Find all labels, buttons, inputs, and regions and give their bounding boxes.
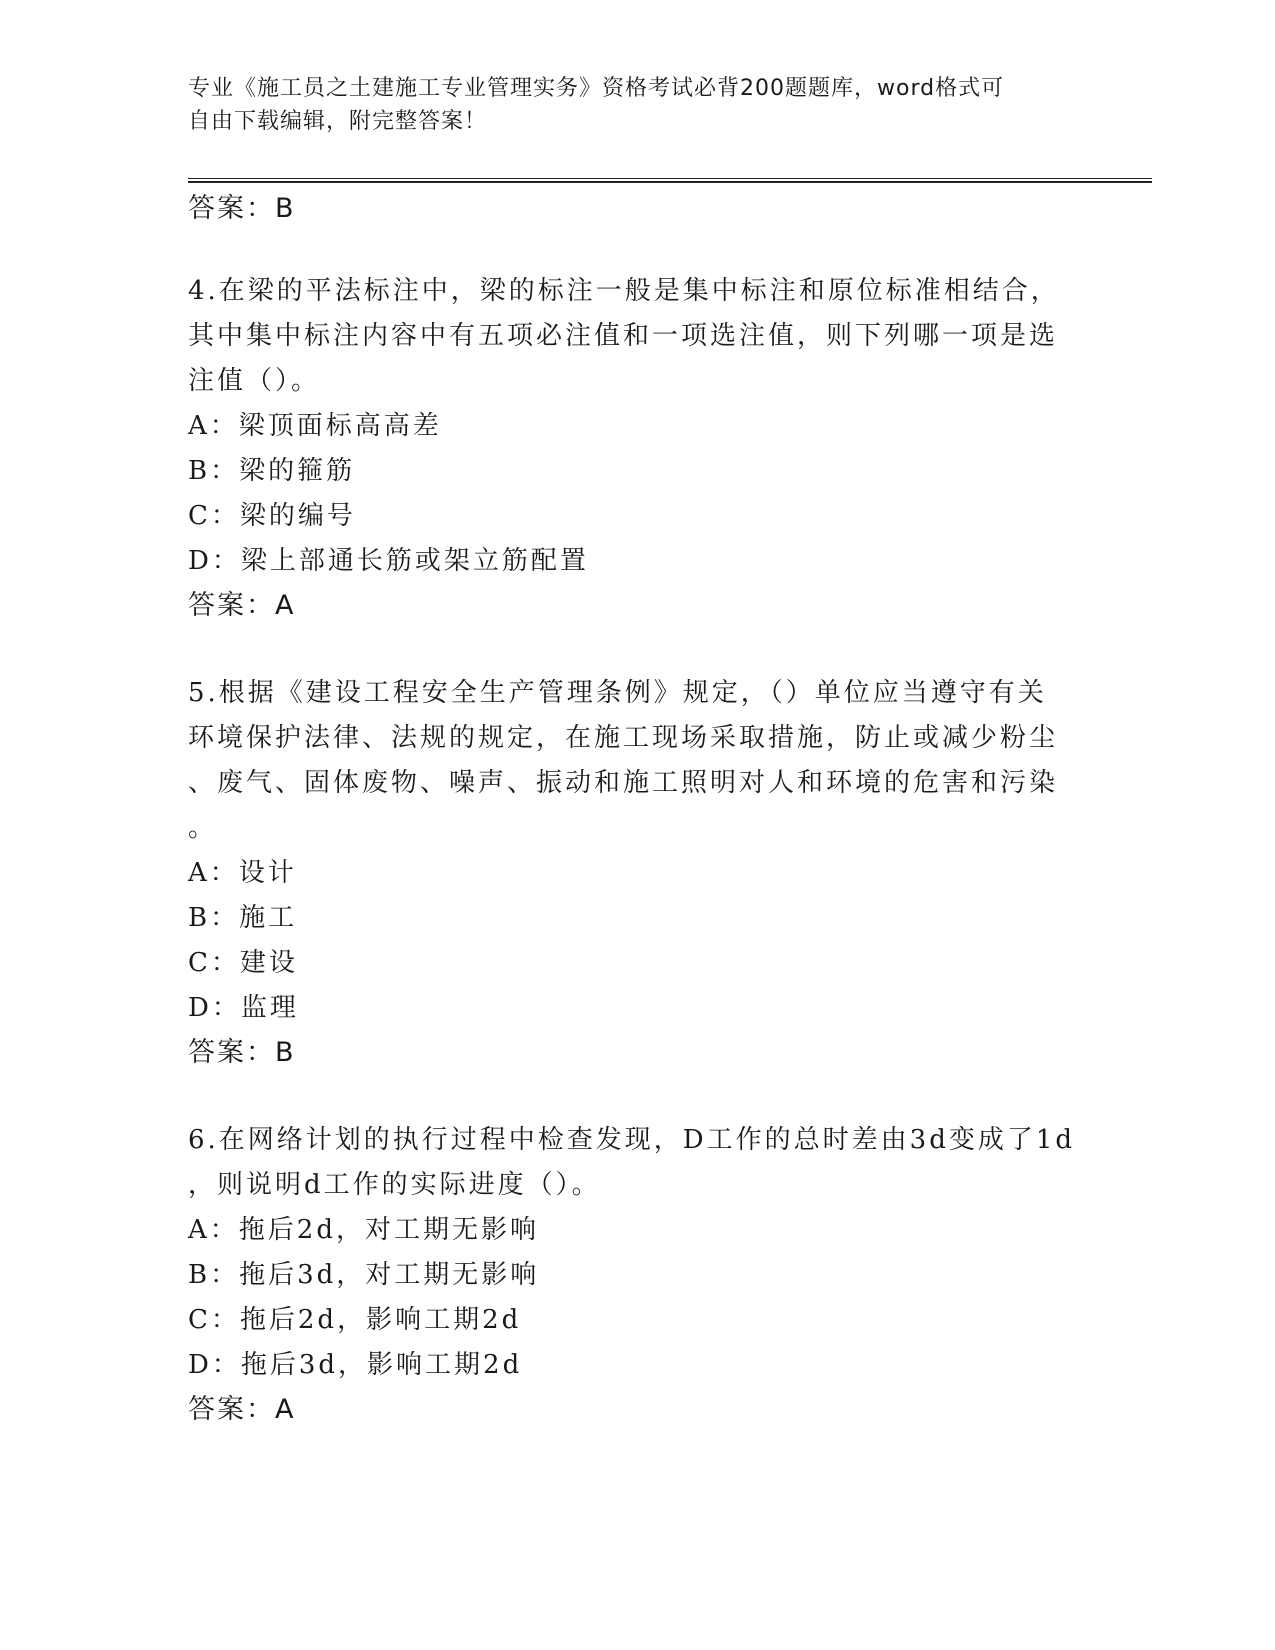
question-6-option-b: B：拖后3d，对工期无影响 (188, 1260, 540, 1290)
question-4-line-3: 注值（）。 (188, 366, 321, 396)
question-5-line-1: 5.根据《建设工程安全生产管理条例》规定，（）单位应当遵守有关 (188, 678, 1047, 708)
question-4-option-c: C：梁的编号 (188, 501, 356, 531)
header-line-1: 专业《施工员之土建施工专业管理实务》资格考试必背200题题库，word格式可 (188, 76, 1005, 101)
question-5-line-2: 环境保护法律、法规的规定，在施工现场采取措施，防止或减少粉尘 (188, 723, 1059, 753)
question-6-answer: 答案：A (188, 1394, 296, 1425)
question-5-option-b: B：施工 (188, 903, 298, 933)
question-4-option-d: D：梁上部通长筋或架立筋配置 (188, 546, 589, 576)
question-5-option-a: A：设计 (188, 858, 297, 888)
question-4-line-1: 4.在梁的平法标注中，梁的标注一般是集中标注和原位标准相结合， (188, 276, 1060, 306)
question-5-option-d: D：监理 (188, 993, 299, 1023)
question-5-option-c: C：建设 (188, 948, 298, 978)
question-6-line-2: ，则说明d工作的实际进度（）。 (188, 1170, 601, 1200)
question-4-option-b: B：梁的箍筋 (188, 456, 356, 486)
question-5-line-3: 、废气、固体废物、噪声、振动和施工照明对人和环境的危害和污染 (188, 768, 1059, 798)
question-4-line-2: 其中集中标注内容中有五项必注值和一项选注值，则下列哪一项是选 (188, 321, 1059, 351)
document-header (188, 72, 1068, 138)
question-6-option-d: D：拖后3d，影响工期2d (188, 1350, 523, 1380)
question-4-option-a: A：梁顶面标高高差 (188, 411, 442, 441)
question-5-line-4: 。 (188, 813, 218, 843)
question-6-line-1: 6.在网络计划的执行过程中检查发现，D工作的总时差由3d变成了1d (188, 1125, 1076, 1155)
previous-answer: 答案：B (188, 193, 296, 224)
question-6-option-c: C：拖后2d，影响工期2d (188, 1305, 522, 1335)
header-line-2: 自由下载编辑，附完整答案！ (188, 109, 488, 134)
question-6-option-a: A：拖后2d，对工期无影响 (188, 1215, 539, 1245)
header-divider (188, 178, 1152, 183)
question-5-answer: 答案：B (188, 1037, 296, 1068)
question-4-answer: 答案：A (188, 590, 296, 621)
